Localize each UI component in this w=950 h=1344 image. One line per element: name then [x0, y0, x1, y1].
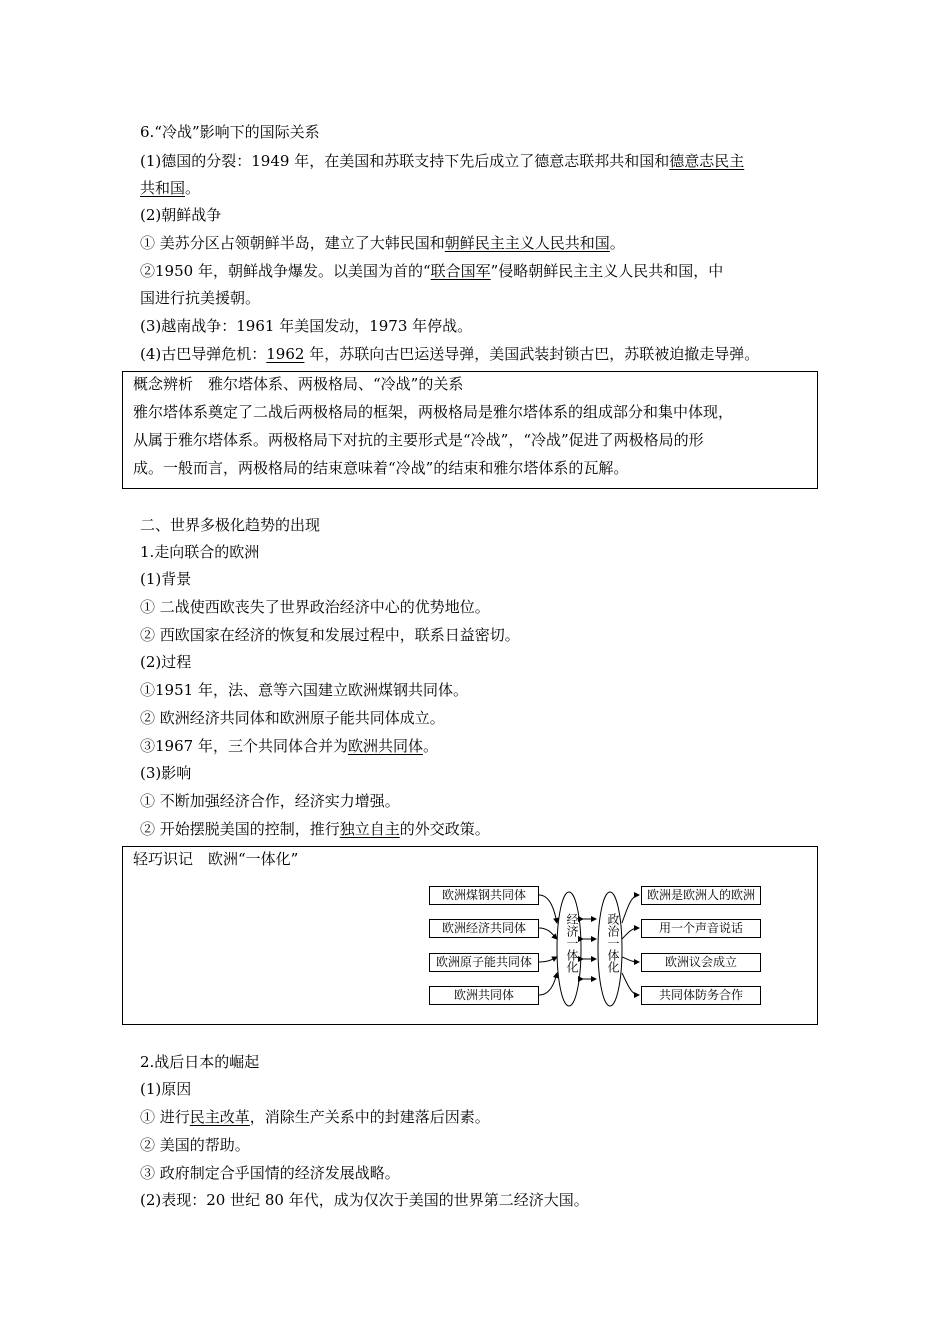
memory-box-title: 轻巧识记 欧洲“一体化”	[133, 850, 299, 868]
paragraph-cuba: (4)古巴导弹危机：1962 年，苏联向古巴运送导弹，美国武装封锁古巴，苏联被迫撤走导弹。	[140, 345, 760, 363]
underlined-term: 朝鲜民主主义人民共和国	[444, 234, 610, 252]
diagram-left-item: 欧洲共同体	[429, 986, 539, 1005]
paragraph-germany: (1)德国的分裂：1949 年，在美国和苏联支持下先后成立了德意志联邦共和国和德意志民主	[140, 152, 745, 170]
diagram-right-item: 用一个声音说话	[641, 919, 761, 938]
heading-impact: (3)影响	[140, 764, 192, 782]
heading-japan: 2.战后日本的崛起	[140, 1053, 260, 1071]
concept-box	[122, 371, 818, 489]
diagram-right-item: 欧洲议会成立	[641, 953, 761, 972]
concept-box-title: 概念辨析 雅尔塔体系、两极格局、“冷战”的关系	[133, 375, 464, 393]
concept-line: 雅尔塔体系奠定了二战后两极格局的框架，两极格局是雅尔塔体系的组成部分和集中体现，	[133, 403, 734, 421]
paragraph-performance: (2)表现：20 世纪 80 年代，成为仅次于美国的世界第二经济大国。	[140, 1191, 589, 1209]
paragraph-germany-cont: 共和国。	[140, 179, 201, 197]
underlined-term: 独立自主	[339, 820, 400, 838]
paragraph-korea-2-cont: 国进行抗美援朝。	[140, 289, 261, 307]
diagram-left-item: 欧洲经济共同体	[429, 919, 539, 938]
heading-background: (1)背景	[140, 570, 192, 588]
diagram-right-item: 共同体防务合作	[641, 986, 761, 1005]
heading-korean-war: (2)朝鲜战争	[140, 206, 222, 224]
paragraph-reason-1: ① 进行民主改革，消除生产关系中的封建落后因素。	[140, 1108, 490, 1126]
paragraph-reason-2: ② 美国的帮助。	[140, 1136, 250, 1154]
paragraph-bg-1: ① 二战使西欧丧失了世界政治经济中心的优势地位。	[140, 598, 490, 616]
paragraph-proc-3: ③1967 年，三个共同体合并为欧洲共同体。	[140, 737, 438, 755]
underlined-term: 共和国	[140, 179, 186, 197]
polit-integration-label: 政治一体化	[606, 913, 620, 973]
diagram-left-item: 欧洲原子能共同体	[429, 953, 539, 972]
paragraph-korea-2: ②1950 年，朝鲜战争爆发。以美国为首的“联合国军”侵略朝鲜民主主义人民共和国，中	[140, 262, 724, 280]
concept-line: 成。一般而言，两极格局的结束意味着“冷战”的结束和雅尔塔体系的瓦解。	[133, 459, 629, 477]
underlined-term: 德意志民主	[669, 152, 745, 170]
diagram-right-item: 欧洲是欧洲人的欧洲	[641, 886, 761, 905]
section-title-cold-war: 6.“冷战”影响下的国际关系	[140, 123, 320, 141]
paragraph-proc-1: ①1951 年，法、意等六国建立欧洲煤钢共同体。	[140, 681, 468, 699]
underlined-term: 1962	[266, 345, 305, 363]
paragraph-korea-1: ① 美苏分区占领朝鲜半岛，建立了大韩民国和朝鲜民主主义人民共和国。	[140, 234, 625, 252]
concept-line: 从属于雅尔塔体系。两极格局下对抗的主要形式是“冷战”，“冷战”促进了两极格局的形	[133, 431, 704, 449]
paragraph-vietnam: (3)越南战争：1961 年美国发动，1973 年停战。	[140, 317, 473, 335]
econ-integration-label: 经济一体化	[565, 913, 579, 973]
paragraph-proc-2: ② 欧洲经济共同体和欧洲原子能共同体成立。	[140, 709, 445, 727]
underlined-term: 民主改革	[189, 1108, 250, 1126]
underlined-term: 联合国军	[430, 262, 491, 280]
section-title-multipolar: 二、世界多极化趋势的出现	[140, 516, 321, 534]
heading-europe: 1.走向联合的欧洲	[140, 543, 260, 561]
underlined-term: 欧洲共同体	[347, 737, 423, 755]
paragraph-reason-3: ③ 政府制定合乎国情的经济发展战略。	[140, 1164, 400, 1182]
diagram-left-item: 欧洲煤钢共同体	[429, 886, 539, 905]
heading-reason: (1)原因	[140, 1080, 192, 1098]
europe-integration-diagram	[425, 883, 765, 1011]
paragraph-bg-2: ② 西欧国家在经济的恢复和发展过程中，联系日益密切。	[140, 626, 520, 644]
memory-box	[122, 846, 818, 1025]
paragraph-impact-2: ② 开始摆脱美国的控制，推行独立自主的外交政策。	[140, 820, 490, 838]
paragraph-impact-1: ① 不断加强经济合作，经济实力增强。	[140, 792, 400, 810]
heading-process: (2)过程	[140, 653, 192, 671]
